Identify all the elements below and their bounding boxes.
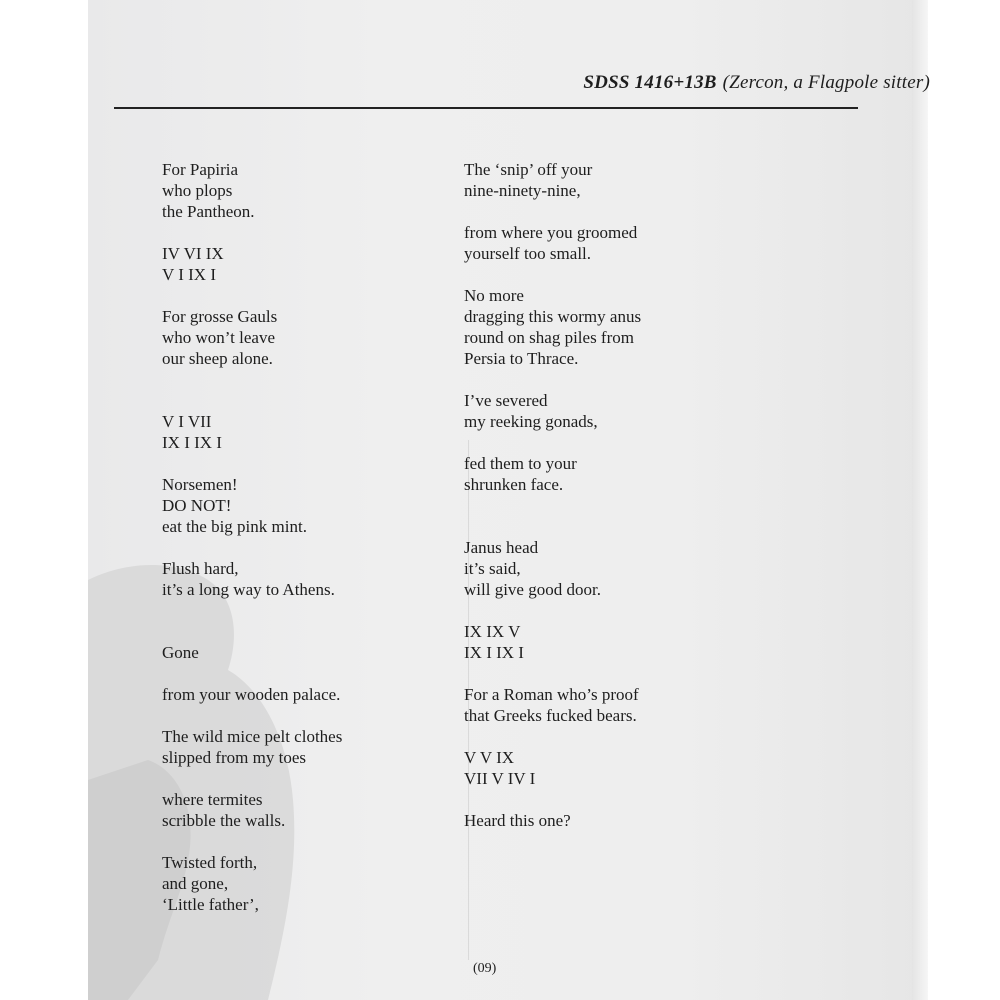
right-poem-line: from where you groomed: [464, 223, 638, 242]
left-poem-spacer: [162, 600, 462, 621]
left-poem-line: V I VII: [162, 412, 212, 431]
left-poem-line: The wild mice pelt clothes: [162, 727, 343, 746]
left-poem-line: IX I IX I: [162, 433, 222, 452]
right-poem-line: No more: [464, 286, 524, 305]
right-poem-line: The ‘snip’ off your: [464, 160, 593, 179]
right-poem-line: will give good door.: [464, 580, 601, 599]
right-poem-line: nine-ninety-nine,: [464, 181, 581, 200]
right-poem-line: dragging this wormy anus: [464, 307, 642, 326]
left-poem-line: Flush hard,: [162, 559, 239, 578]
left-poem-line: from your wooden palace.: [162, 685, 341, 704]
header-rule: [114, 107, 858, 109]
left-poem-line: scribble the walls.: [162, 811, 286, 830]
right-poem-line: fed them to your: [464, 454, 577, 473]
left-poem-column: [162, 159, 462, 915]
left-poem-spacer: [162, 537, 462, 558]
left-poem-line: slipped from my toes: [162, 748, 307, 767]
left-poem-line: Gone: [162, 643, 199, 662]
right-poem-spacer: [464, 663, 784, 684]
right-poem-column: [464, 159, 784, 831]
left-poem-line: it’s a long way to Athens.: [162, 580, 335, 599]
right-poem-spacer: [464, 600, 784, 621]
right-poem-spacer: [464, 264, 784, 285]
left-poem-spacer: [162, 369, 462, 390]
right-poem-spacer: [464, 726, 784, 747]
left-poem-line: Norsemen!: [162, 475, 238, 494]
right-poem-spacer: [464, 495, 784, 516]
page-edge: [912, 0, 928, 1000]
right-poem-line: round on shag piles from: [464, 328, 634, 347]
left-poem-line: V I IX I: [162, 265, 216, 284]
running-header: [583, 72, 930, 94]
left-poem-line: eat the big pink mint.: [162, 517, 307, 536]
right-poem-line: V V IX: [464, 748, 515, 767]
left-poem-spacer: [162, 768, 462, 789]
left-poem-line: who won’t leave: [162, 328, 275, 347]
right-poem-line: IX IX V: [464, 622, 521, 641]
right-poem-spacer: [464, 201, 784, 222]
left-poem-line: DO NOT!: [162, 496, 232, 515]
right-poem-line: IX I IX I: [464, 643, 524, 662]
left-poem-spacer: [162, 222, 462, 243]
right-poem-line: For a Roman who’s proof: [464, 685, 639, 704]
right-poem-spacer: [464, 432, 784, 453]
header-subtitle: (Zercon, a Flagpole sitter): [722, 72, 930, 93]
left-poem-line: Twisted forth,: [162, 853, 258, 872]
right-poem-spacer: [464, 369, 784, 390]
left-poem-line: and gone,: [162, 874, 229, 893]
left-poem-line: For Papiria: [162, 160, 239, 179]
right-poem-line: shrunken face.: [464, 475, 564, 494]
right-poem-line: I’ve severed: [464, 391, 548, 410]
left-poem-line: the Pantheon.: [162, 202, 255, 221]
right-poem-line: my reeking gonads,: [464, 412, 598, 431]
right-poem-line: Persia to Thrace.: [464, 349, 579, 368]
left-poem-line: ‘Little father’,: [162, 895, 259, 914]
left-poem-spacer: [162, 621, 462, 642]
right-poem-spacer: [464, 516, 784, 537]
left-poem-spacer: [162, 453, 462, 474]
left-poem-spacer: [162, 831, 462, 852]
left-poem-line: who plops: [162, 181, 233, 200]
left-poem-line: our sheep alone.: [162, 349, 273, 368]
right-poem-line: yourself too small.: [464, 244, 592, 263]
left-poem-line: where termites: [162, 790, 263, 809]
left-poem-spacer: [162, 390, 462, 411]
right-poem-line: that Greeks fucked bears.: [464, 706, 637, 725]
header-code: SDSS 1416+13B: [583, 72, 717, 93]
left-poem-line: For grosse Gauls: [162, 307, 278, 326]
right-poem-line: VII V IV I: [464, 769, 536, 788]
right-poem-spacer: [464, 789, 784, 810]
left-poem-spacer: [162, 285, 462, 306]
right-poem-line: it’s said,: [464, 559, 521, 578]
left-poem-spacer: [162, 663, 462, 684]
right-poem-line: Janus head: [464, 538, 539, 557]
right-poem-line: Heard this one?: [464, 811, 571, 830]
page-number: (09): [473, 961, 497, 976]
left-poem-spacer: [162, 705, 462, 726]
left-poem-line: IV VI IX: [162, 244, 224, 263]
